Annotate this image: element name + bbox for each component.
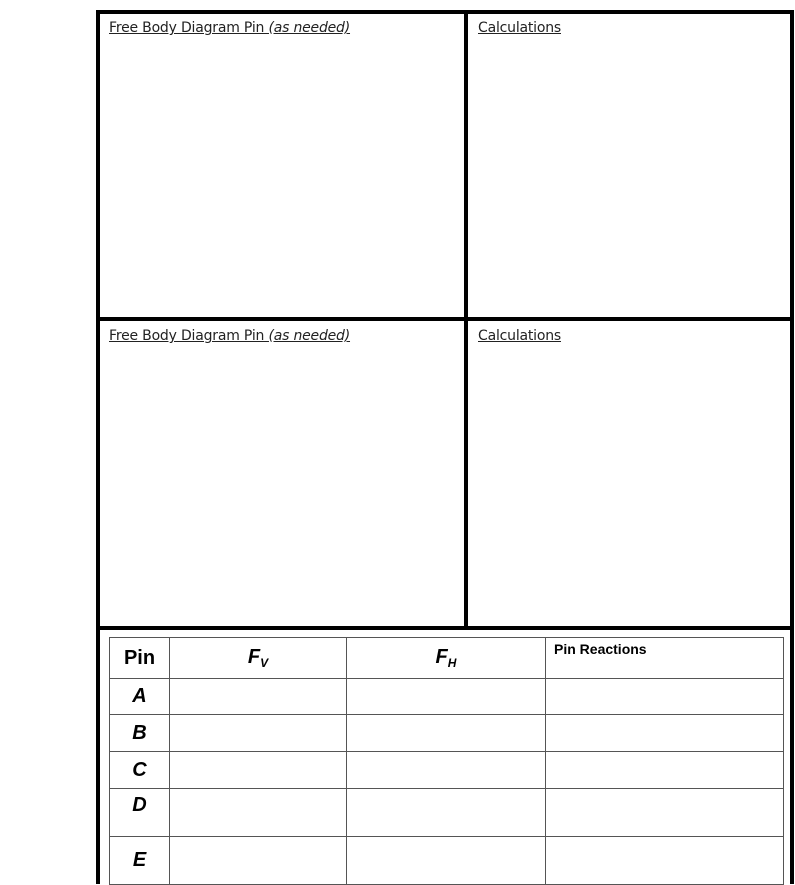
pin-reaction-cell[interactable] [546,752,784,789]
fv-cell[interactable] [170,679,347,715]
fh-cell[interactable] [347,679,546,715]
header-pin: Pin [110,638,170,679]
fh-cell[interactable] [347,837,546,885]
table-divider [96,626,794,630]
fv-cell[interactable] [170,715,347,752]
fh-cell[interactable] [347,789,546,837]
header-pin-reactions: Pin Reactions [546,638,784,679]
pin-reaction-cell[interactable] [546,715,784,752]
calculations-label-middle [478,328,561,344]
fh-cell[interactable] [347,752,546,789]
fbd-label-note: (as needed) [268,20,351,36]
calculations-label-text: Calculations [478,328,561,344]
middle-divider [96,317,794,321]
fbd-label-text: Free Body Diagram Pin [109,20,269,36]
table-row [110,715,784,752]
pin-reaction-cell[interactable] [546,837,784,885]
pin-reaction-cell[interactable] [546,789,784,837]
table-row [110,679,784,715]
fv-cell[interactable] [170,789,347,837]
header-fv-symbol: F [247,646,261,668]
fbd-label-text: Free Body Diagram Pin [109,328,269,344]
table-row [110,752,784,789]
fbd-label-top [109,20,350,36]
table-row [110,837,784,885]
row-pin-label: B [110,715,170,752]
table-row [110,789,784,837]
row-pin-label: A [110,679,170,715]
header-fv-subscript: V [260,656,269,670]
fh-cell[interactable] [347,715,546,752]
calculations-label-top [478,20,561,36]
fv-cell[interactable] [170,837,347,885]
header-fh [347,638,546,679]
calculations-label-text: Calculations [478,20,561,36]
fbd-label-middle [109,328,350,344]
pin-reaction-cell[interactable] [546,679,784,715]
header-fv [170,638,347,679]
row-pin-label: D [110,789,170,837]
header-fh-subscript: H [447,656,457,670]
row-pin-label: E [110,837,170,885]
row-pin-label: C [110,752,170,789]
fv-cell[interactable] [170,752,347,789]
fbd-label-note: (as needed) [268,328,351,344]
table-header-row [110,638,784,679]
header-fh-symbol: F [435,646,448,668]
pin-reactions-table [109,637,784,885]
